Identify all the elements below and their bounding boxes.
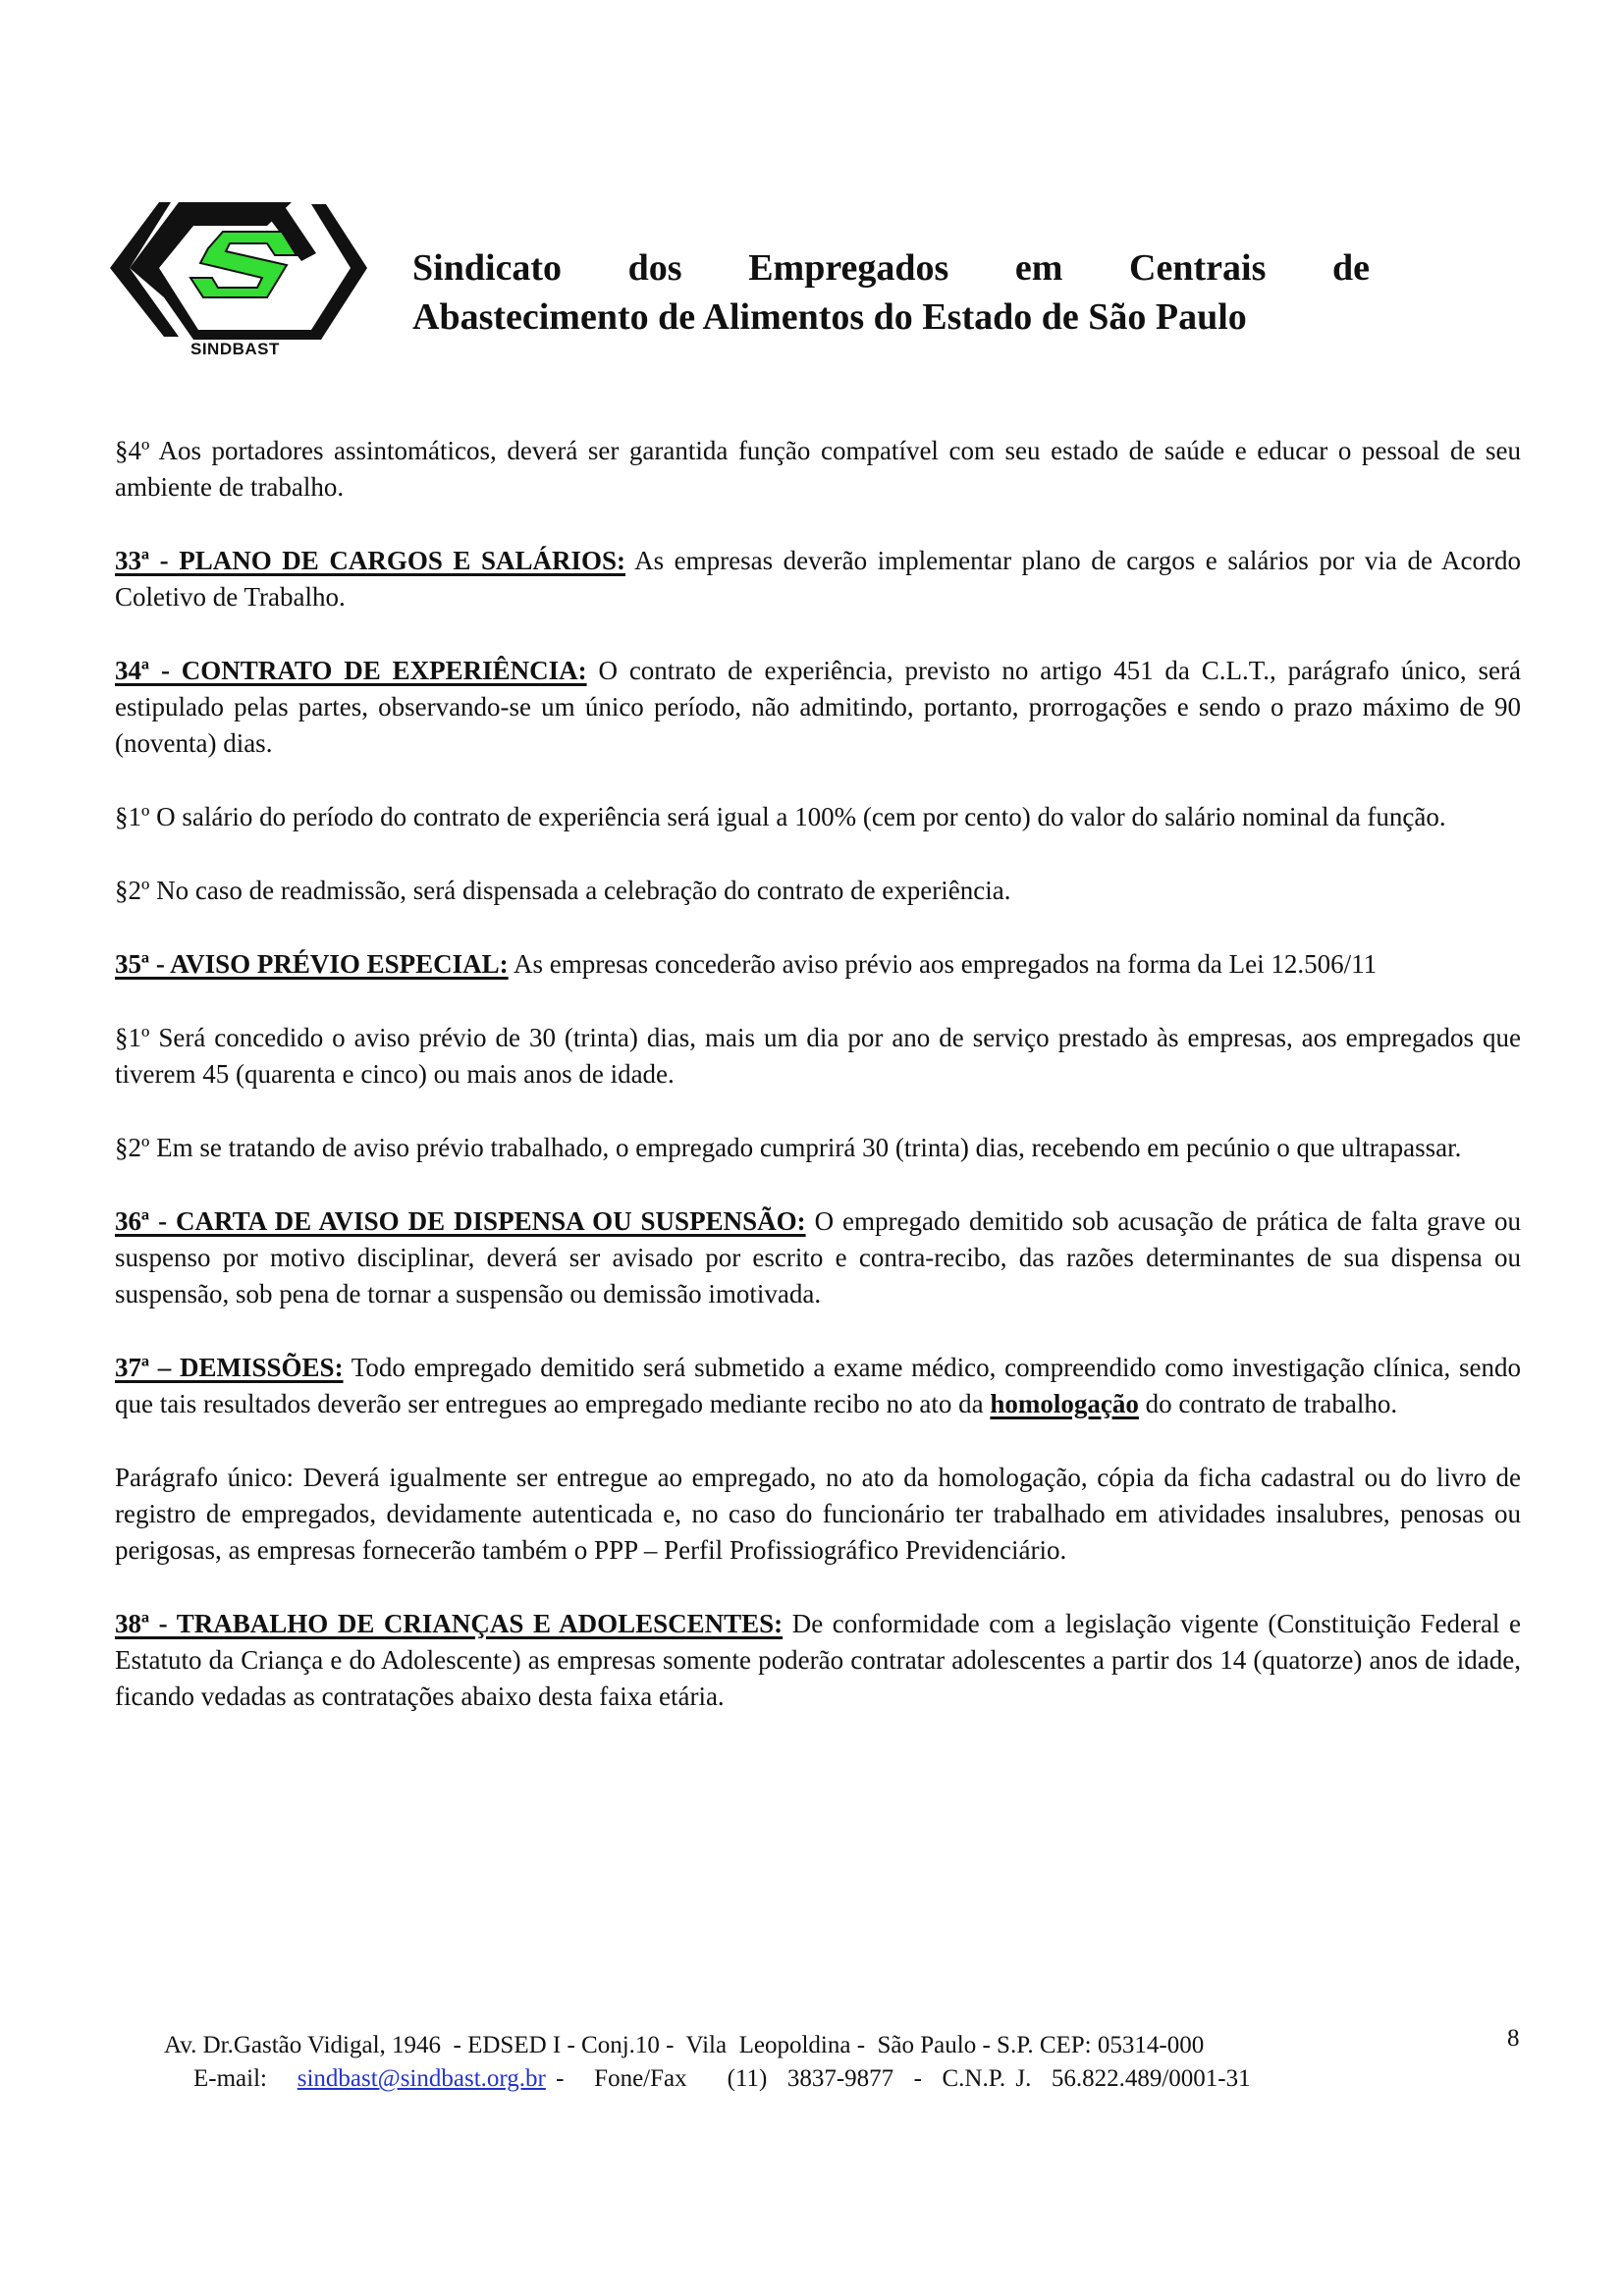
title-word: dos	[627, 247, 682, 289]
logo-text: SINDBAST	[190, 340, 280, 358]
title-word: em	[1014, 247, 1063, 289]
paragraph-4-assintomaticos	[115, 433, 1521, 506]
paragraph-text: §1º Será concedido o aviso prévio de 30 (trinta) dias, mais um dia por ano de serviço prestado às empresas, aos empregados que tiverem 45 (quarenta e cinco) ou mais anos de idade.	[115, 1023, 1521, 1089]
footer-contact: - Fone/Fax (11) 3837-9877 - C.N.P. J. 56.822.489/0001-31	[545, 2065, 1251, 2092]
clause-text: O empregado demitido sob acusação de prática de falta grave ou suspenso por motivo disciplinar, deverá ser avisado por escrito e contra-recibo, das razões determinantes de sua dispensa ou suspensão, sob pena de tornar a suspensão ou demissão imotivada.	[115, 1206, 1521, 1308]
clause-heading: 33ª - PLANO DE CARGOS E SALÁRIOS:	[115, 546, 626, 575]
clause-37	[115, 1350, 1521, 1422]
clause-34-paragraph-1	[115, 799, 1521, 835]
email-link[interactable]: sindbast@sindbast.org.br	[297, 2065, 546, 2092]
emphasis-homologacao: homologação	[990, 1389, 1139, 1418]
email-label: E-mail:	[193, 2065, 267, 2092]
clause-text: O contrato de experiência, previsto no artigo 451 da C.L.T., parágrafo único, será estipulado pelas partes, observando-se um único período, não admitindo, portanto, prorrogações e sendo o prazo máximo de 90 (noventa) dias.	[115, 656, 1521, 758]
clause-heading: 38ª - TRABALHO DE CRIANÇAS E ADOLESCENTES:	[115, 1609, 784, 1638]
document-body	[115, 433, 1521, 1752]
organization-title	[412, 243, 1370, 342]
clause-35-paragraph-1	[115, 1020, 1521, 1093]
paragraph-text: §2º Em se tratando de aviso prévio trabalhado, o empregado cumprirá 30 (trinta) dias, recebendo em pecúnio o que ultrapassar.	[115, 1133, 1462, 1162]
title-word: Sindicato	[412, 247, 563, 289]
footer-contact-row	[162, 2062, 1438, 2096]
title-line-1	[412, 243, 1370, 293]
paragraph-text: Parágrafo único: Deverá igualmente ser entregue ao empregado, no ato da homologação, cópia da ficha cadastral ou do livro de registro de empregados, devidamente autenticada e, no caso do funcionário ter trabalhado em atividades insalubres, penosas ou perigosas, as empresas fornecerão também o PPP – Perfil Profissiográfico Previdenciário.	[115, 1463, 1521, 1565]
clause-heading: 34ª - CONTRATO DE EXPERIÊNCIA:	[115, 656, 587, 685]
clause-heading: 36ª - CARTA DE AVISO DE DISPENSA OU SUSPENSÃO:	[115, 1206, 806, 1236]
paragraph-text: §2º No caso de readmissão, será dispensada a celebração do contrato de experiência.	[115, 876, 1011, 905]
page-footer	[162, 2029, 1438, 2096]
clause-text: De conformidade com a legislação vigente (Constituição Federal e Estatuto da Criança e do Adolescente) as empresas somente poderão contratar adolescentes a partir dos 14 (quatorze) anos de idade, ficando vedadas as contratações abaixo desta faixa etária.	[115, 1609, 1521, 1711]
page-number: 8	[1507, 2025, 1520, 2052]
title-word: Centrais	[1129, 247, 1267, 289]
clause-34	[115, 653, 1521, 762]
footer-address: Av. Dr.Gastão Vidigal, 1946 - EDSED I - Conj.10 - Vila Leopoldina - São Paulo - S.P. CEP: 05314-000	[164, 2032, 1205, 2058]
title-word: Empregados	[748, 247, 949, 289]
logo-emblem-icon	[110, 194, 367, 342]
clause-37-paragrafo-unico	[115, 1460, 1521, 1569]
clause-text: Todo empregado demitido será submetido a exame médico, compreendido como investigação clínica, sendo que tais resultados deverão ser entregues ao empregado mediante recibo no ato da	[115, 1353, 1521, 1418]
clause-33	[115, 543, 1521, 615]
paragraph-text: §4º Aos portadores assintomáticos, deverá ser garantida função compatível com seu estado de saúde e educar o pessoal de seu ambiente de trabalho.	[115, 436, 1521, 502]
clause-heading: 35ª - AVISO PRÉVIO ESPECIAL:	[115, 949, 509, 979]
clause-text-tail: do contrato de trabalho.	[1138, 1389, 1398, 1418]
clause-text: As empresas deverão implementar plano de cargos e salários por via de Acordo Coletivo de Trabalho.	[115, 546, 1521, 612]
title-line-2: Abastecimento de Alimentos do Estado de São Paulo	[412, 296, 1247, 338]
clause-35-paragraph-2	[115, 1130, 1521, 1166]
clause-heading: 37ª – DEMISSÕES:	[115, 1353, 344, 1382]
clause-38	[115, 1606, 1521, 1715]
title-word: de	[1331, 247, 1370, 289]
clause-text: As empresas concederão aviso prévio aos empregados na forma da Lei 12.506/11	[508, 949, 1378, 979]
paragraph-text: §1º O salário do período do contrato de experiência será igual a 100% (cem por cento) do valor do salário nominal da função.	[115, 802, 1446, 831]
clause-35	[115, 946, 1521, 983]
sindbast-logo	[110, 194, 367, 361]
clause-36	[115, 1203, 1521, 1312]
clause-34-paragraph-2	[115, 873, 1521, 909]
